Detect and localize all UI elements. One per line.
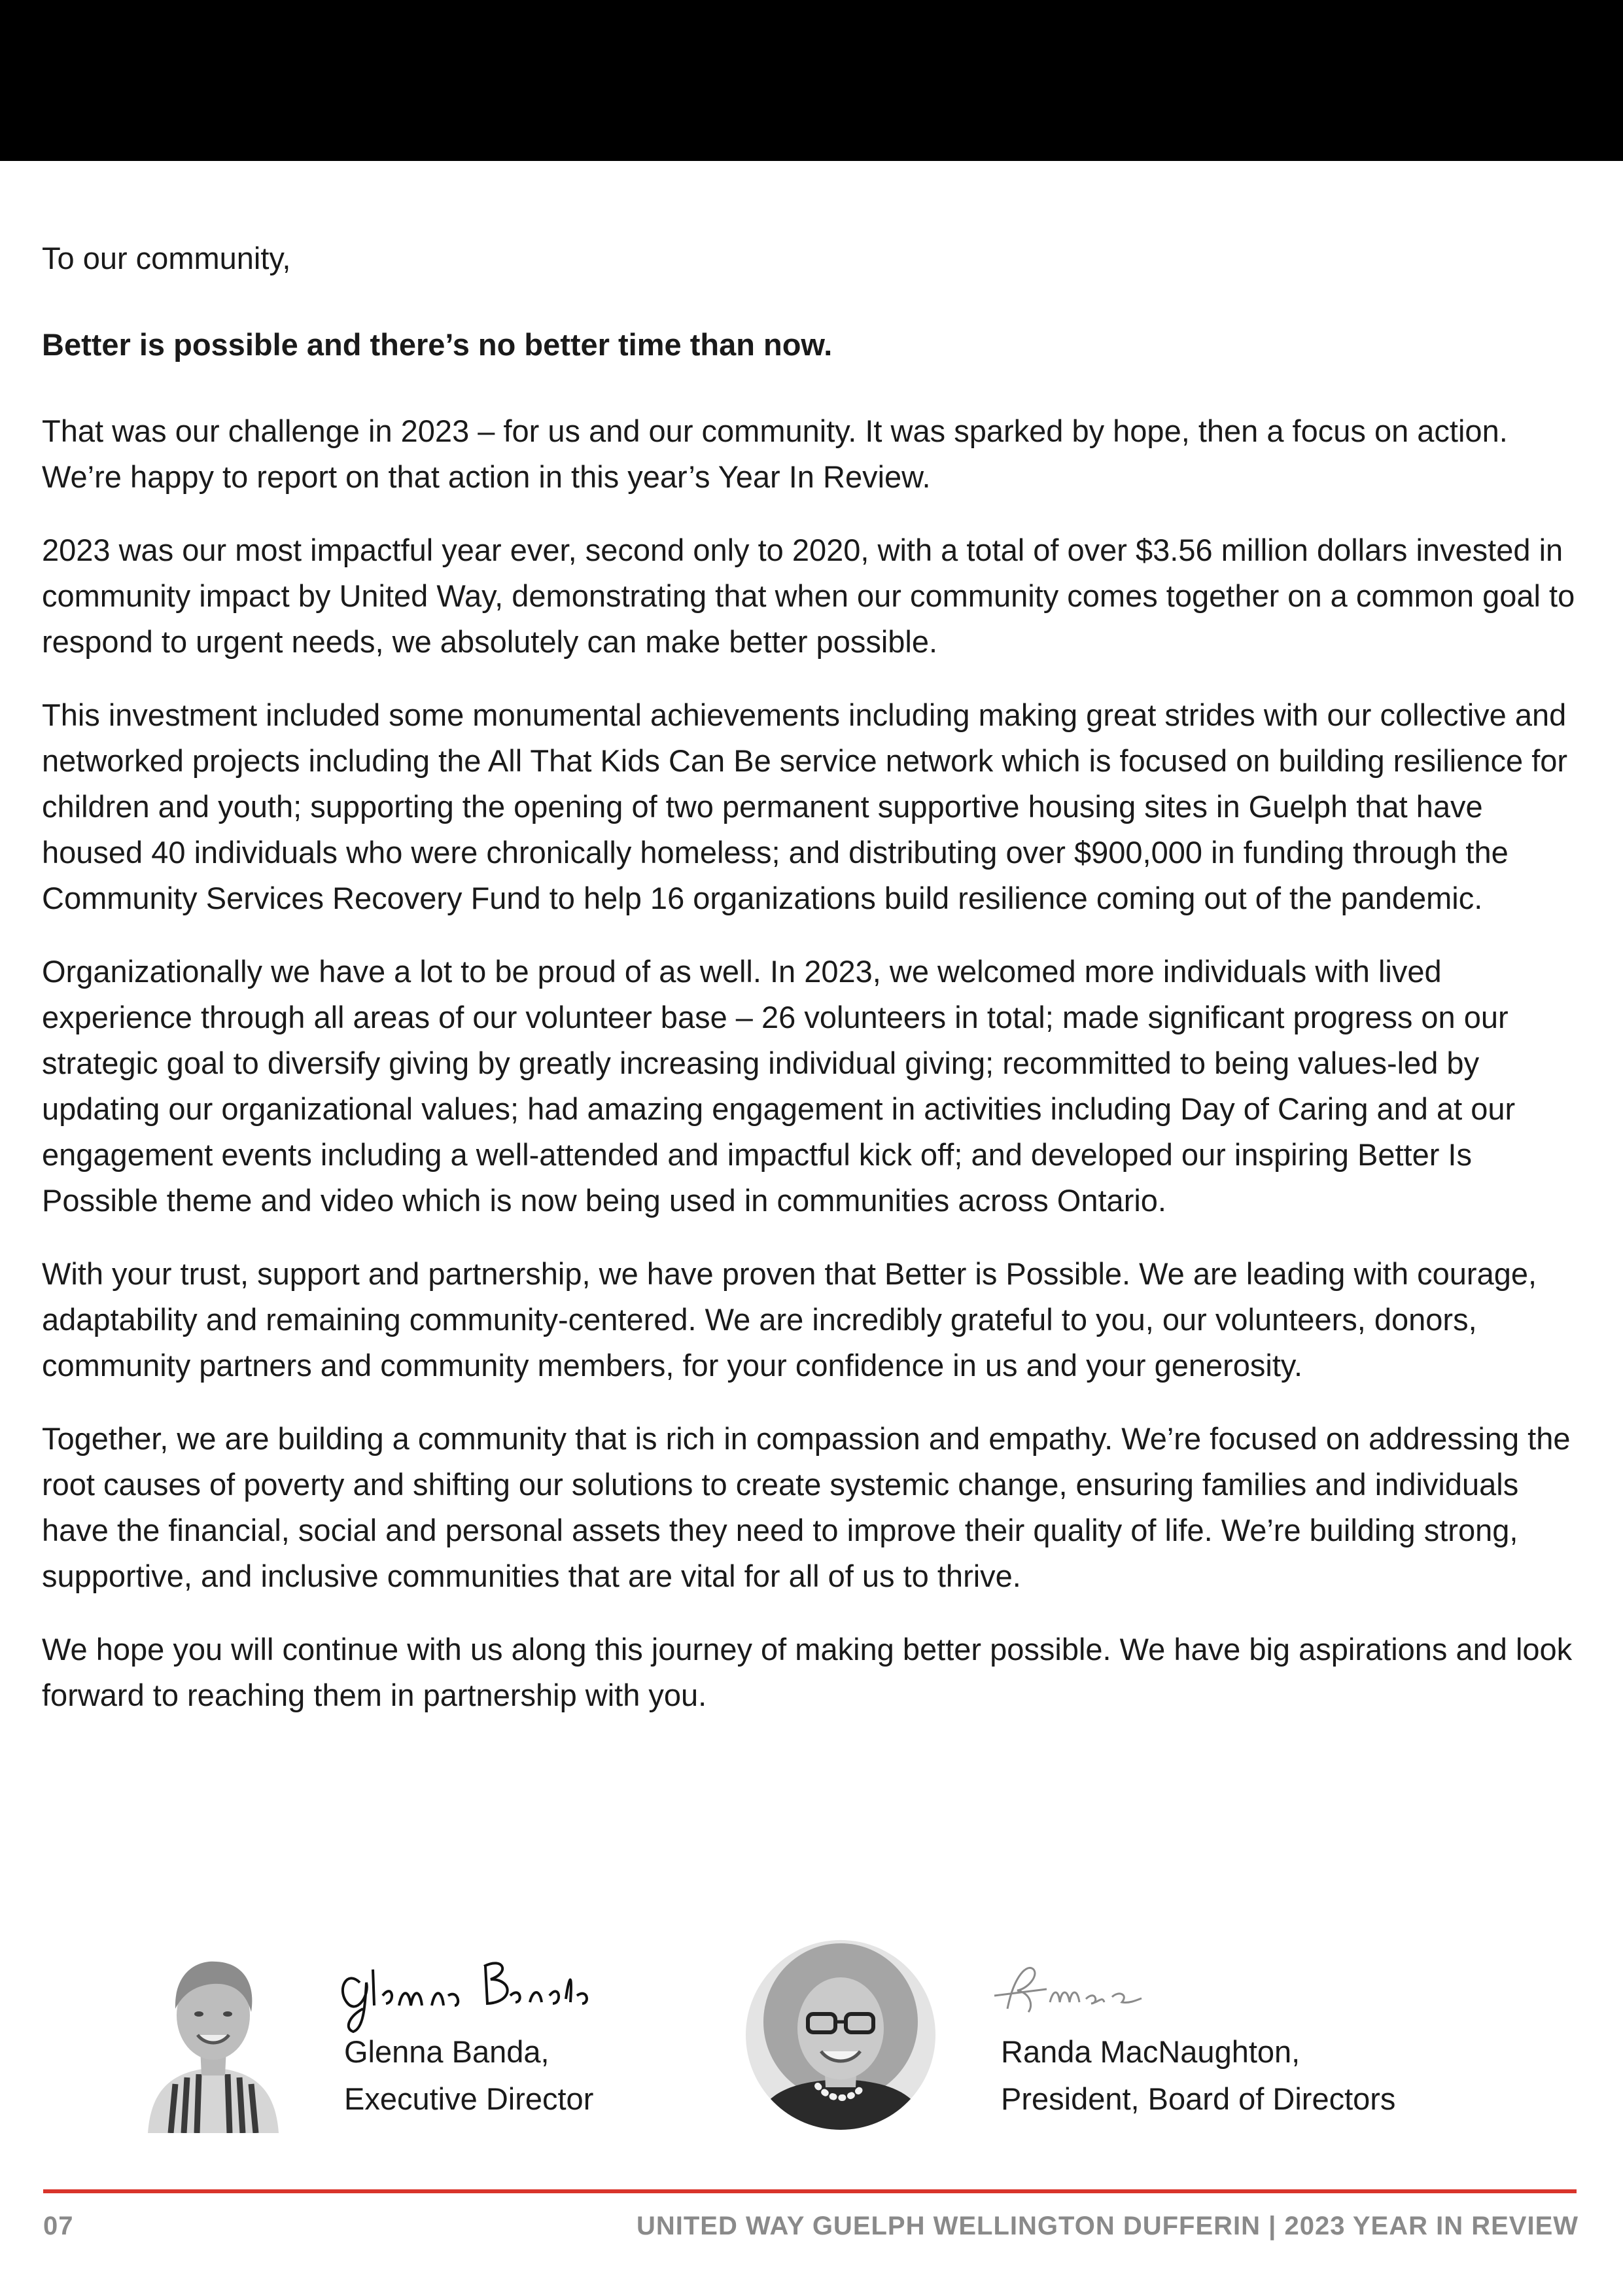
signatory-1 [344,2028,593,2123]
signatory-name: Randa MacNaughton, [1001,2034,1300,2069]
paragraph: This investment included some monumental achievements including making great strides with our collective and networked projects including the All That Kids Can Be service network which is focused on building resilience for children and youth; supporting the opening of two permanent supportive housing sites in Guelph that have housed 40 individuals who were chronically homeless; and distributing over $900,000 in funding through the Community Services Recovery Fund to help 16 organizations build resilience coming out of the pandemic. [42,698,1568,915]
paragraph: Together, we are building a community that is rich in compassion and empathy. We’re focused on addressing the root causes of poverty and shifting our solutions to create systemic change, ensuring families and individuals have the financial, social and personal assets they need to improve their quality of life. We’re building strong, supportive, and inclusive communities that are vital for all of us to thrive. [42,1421,1571,1593]
page-number: 07 [43,2212,74,2240]
salutation: To our community, [42,241,291,275]
signatory-title: President, Board of Directors [1001,2081,1396,2116]
footer-publication-title: UNITED WAY GUELPH WELLINGTON DUFFERIN | 2023 YEAR IN REVIEW [636,2212,1579,2240]
signatory-2 [1001,2028,1395,2123]
avatar-randa-macnaughton [746,1930,935,2133]
headline: Better is possible and there’s no better time than now. [42,327,833,362]
top-banner [0,0,1623,161]
paragraph: Organizationally we have a lot to be proud of as well. In 2023, we welcomed more individuals with lived experience through all areas of our volunteer base – 26 volunteers in total; made significant progress on our strategic goal to diversify giving by greatly increasing individual giving; recommitted to being values-led by updating our organizational values; had amazing engagement in activities including Day of Caring and at our engagement events including a well-attended and impactful kick off; and developed our inspiring Better Is Possible theme and video which is now being used in communities across Ontario. [42,954,1516,1218]
signatory-name: Glenna Banda, [344,2034,550,2069]
signature-glenna-banda [334,1943,608,2041]
paragraph: That was our challenge in 2023 – for us and our community. It was sparked by hope, then a focus on action. We’re happy to report on that action in this year’s Year In Review. [42,414,1508,494]
footer-divider [43,2189,1577,2193]
paragraph: With your trust, support and partnership, we have proven that Better is Possible. We are leading with courage, adaptability and remaining community-centered. We are incredibly grateful to you, our volunteers, donors, community partners and community members, for your confidence in us and your generosity. [42,1256,1537,1383]
letter-body [42,236,1586,1746]
signatures-section [0,1924,1623,2140]
signatory-title: Executive Director [344,2081,594,2116]
paragraph: 2023 was our most impactful year ever, second only to 2020, with a total of over $3.56 million dollars invested in community impact by United Way, demonstrating that when our community comes together on a common goal to respond to urgent needs, we absolutely can make better possible. [42,533,1575,659]
avatar-glenna-banda [135,1937,292,2133]
paragraph: We hope you will continue with us along this journey of making better possible. We have big aspirations and look forward to reaching them in partnership with you. [42,1632,1573,1712]
signature-randa-macnaughton [988,1950,1184,2028]
